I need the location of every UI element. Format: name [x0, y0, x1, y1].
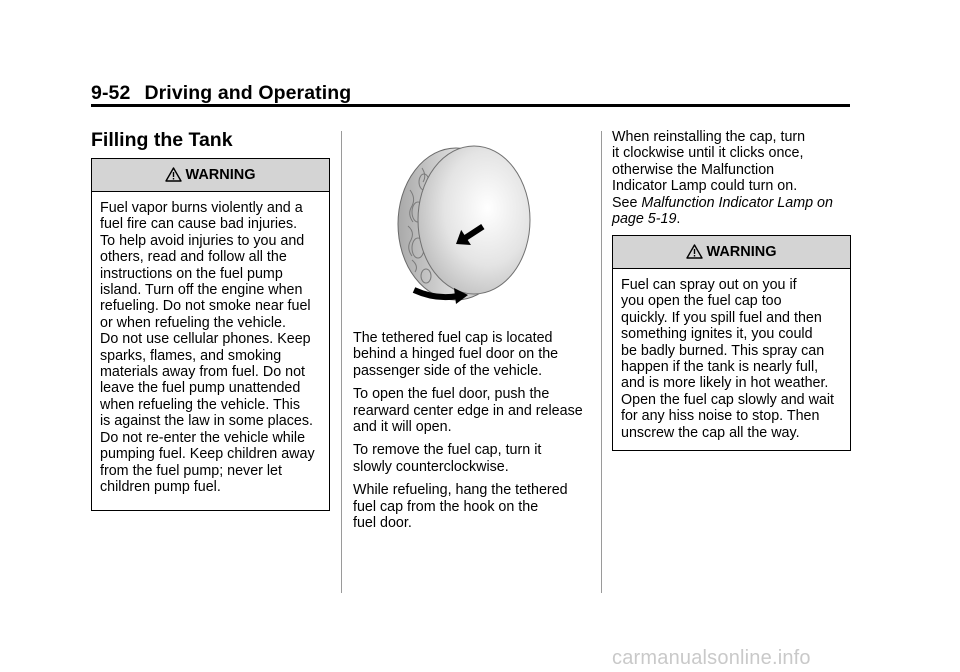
warning-line: refueling. Do not smoke near fuel [100, 298, 311, 315]
warning-line: or when refueling the vehicle. [100, 314, 286, 331]
warning-line: unscrew the cap all the way. [621, 424, 800, 441]
warning-line: pumping fuel. Keep children away [100, 446, 315, 463]
warning-line: sparks, flames, and smoking [100, 347, 282, 364]
warning-line: Fuel vapor burns violently and a [100, 200, 303, 216]
cross-reference-link[interactable]: Malfunction Indicator Lamp on [641, 194, 833, 211]
warning-line: Open the fuel cap slowly and wait [621, 391, 834, 408]
chapter-title: Driving and Operating [144, 82, 352, 104]
text-line: and it will open. [353, 419, 452, 436]
text-line: While refueling, hang the tethered [353, 482, 568, 499]
text-line: behind a hinged fuel door on the [353, 346, 559, 363]
column-divider-2 [601, 131, 602, 593]
text-line: To open the fuel door, push the [353, 386, 550, 403]
middle-column [353, 330, 598, 538]
page-reference-link[interactable]: page 5-19 [612, 211, 677, 228]
warning-line: To help avoid injuries to you and [100, 232, 305, 249]
warning-line: island. Turn off the engine when [100, 282, 303, 299]
warning-line: materials away from fuel. Do not [100, 364, 306, 381]
warning-line: leave the fuel pump unattended [100, 380, 301, 397]
warning-line: for any hiss noise to stop. Then [621, 408, 820, 425]
paragraph [353, 386, 598, 435]
warning-box-left [91, 158, 330, 511]
see-label: See [612, 194, 642, 211]
warning-header [92, 159, 329, 192]
fuel-cap-illustration [388, 140, 548, 317]
warning-line: Do not re-enter the vehicle while [100, 429, 306, 446]
watermark: carmanualsonline.info [612, 647, 811, 669]
warning-label: WARNING [185, 167, 256, 183]
paragraph [353, 330, 598, 379]
text-line: slowly counterclockwise. [353, 458, 509, 475]
warning-line: happen if the tank is nearly full, [621, 359, 819, 376]
text-line: otherwise the Malfunction [612, 161, 775, 178]
text-line: When reinstalling the cap, turn [612, 129, 806, 145]
warning-box-right [612, 235, 851, 451]
warning-line: others, read and follow all the [100, 249, 287, 266]
warning-line: and is more likely in hot weather. [621, 375, 829, 392]
cross-reference-cont [612, 211, 857, 227]
text-line: fuel door. [353, 515, 412, 532]
text-line: it clockwise until it clicks once, [612, 145, 804, 162]
page-header [91, 82, 351, 105]
warning-header [613, 236, 850, 269]
warning-line: you open the fuel cap too [621, 293, 782, 310]
cross-reference [612, 195, 857, 211]
text-line: Indicator Lamp could turn on. [612, 178, 798, 195]
text-line: To remove the fuel cap, turn it [353, 442, 542, 459]
warning-line: is against the law in some places. [100, 413, 313, 430]
warning-line: fuel fire can cause bad injuries. [100, 216, 298, 233]
warning-line: instructions on the fuel pump [100, 265, 283, 282]
warning-line: Do not use cellular phones. Keep [100, 331, 311, 348]
right-column [612, 129, 857, 227]
warning-line: quickly. If you spill fuel and then [621, 309, 822, 326]
text-line: The tethered fuel cap is located [353, 330, 553, 346]
paragraph [353, 442, 598, 475]
warning-line: from the fuel pump; never let [100, 462, 282, 479]
section-title: Filling the Tank [91, 129, 233, 151]
warning-line: something ignites it, you could [621, 326, 813, 343]
warning-line: when refueling the vehicle. This [100, 396, 301, 413]
fuel-cap-icon [388, 140, 548, 312]
warning-text [92, 192, 329, 503]
column-divider-1 [341, 131, 342, 593]
warning-line: be badly burned. This spray can [621, 342, 825, 359]
paragraph [353, 482, 598, 531]
text-line: fuel cap from the hook on the [353, 498, 539, 515]
text-line: rearward center edge in and release [353, 402, 583, 419]
warning-icon [686, 244, 703, 259]
text-line: passenger side of the vehicle. [353, 362, 543, 379]
warning-text [613, 269, 850, 449]
period: . [676, 211, 681, 228]
page-number: 9-52 [91, 82, 131, 104]
warning-line: children pump fuel. [100, 478, 221, 495]
warning-line: Fuel can spray out on you if [621, 277, 797, 293]
warning-icon [165, 167, 182, 182]
header-rule [91, 104, 850, 107]
warning-label: WARNING [706, 244, 777, 260]
